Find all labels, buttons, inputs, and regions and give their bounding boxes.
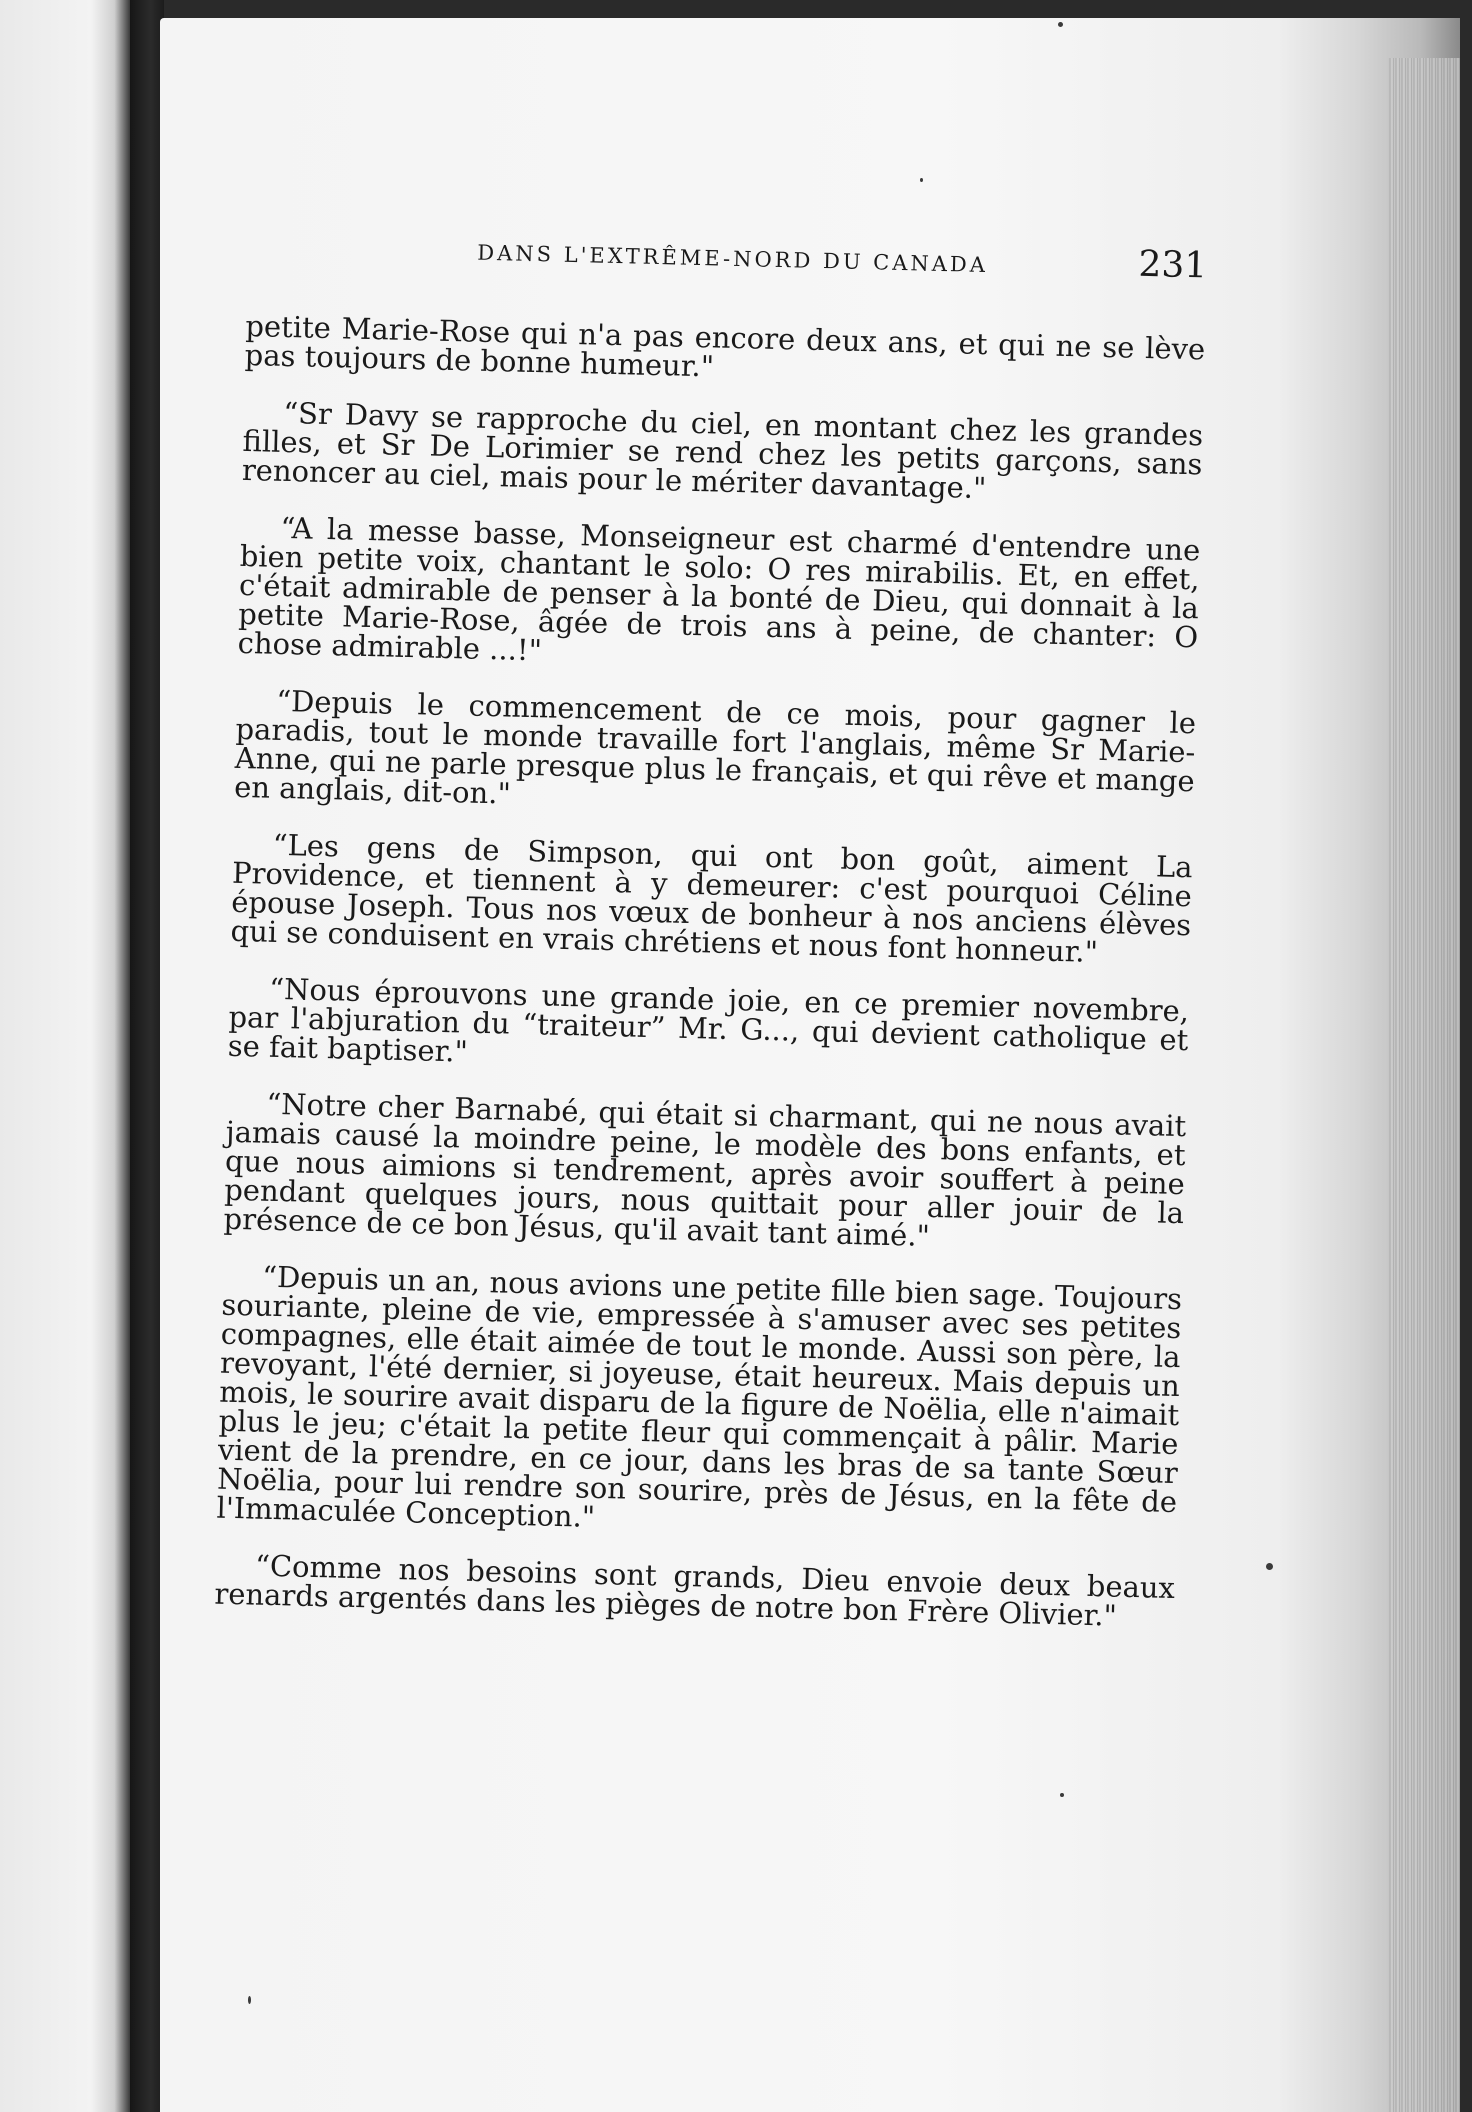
dust-speck [1058,22,1063,27]
page-number: 231 [1138,243,1208,287]
paragraph: “Les gens de Simpson, qui ont bon goût, aiment La Providence, et tiennent à y demeurer: c'est pourquoi Céline épouse Joseph. Tous nos vœux de bonheur à nos anciens élèves qui se conduisent en vrais chrétiens et nous font honneur." [230,827,1193,969]
dust-speck [920,178,923,182]
paragraph: “Depuis le commencement de ce mois, pour gagner le paradis, tout le monde travaille fort l'anglais, même Sr Marie-Anne, qui ne parle presque plus le français, et qui rêve et mange en anglais, dit-on." [233,683,1197,811]
paragraph: “Comme nos besoins sont grands, Dieu envoie deux beaux renards argentés dans les pièges de notre bon Frère Olivier." [214,1548,1176,1633]
paragraph: petite Marie-Rose qui n'a pas encore deux ans, et qui ne se lève pas toujours de bonne humeur." [244,308,1206,384]
running-head-title: DANS L'EXTRÊME-NORD DU CANADA [477,240,989,278]
paragraph: “Nous éprouvons une grande joie, en ce premier novembre, par l'abjuration du “traiteur” Mr. G..., qui devient catholique et se fait baptiser." [227,971,1190,1069]
dust-speck [1060,1793,1064,1797]
dust-speck [1266,1563,1273,1570]
left-page-edge [0,0,130,2112]
paragraph: “Depuis un an, nous avions une petite fille bien sage. Toujours souriante, pleine de vie, empressée à s'amuser avec ses petites compagnes, elle était aimée de tout le monde. Aussi son père, la revoyant, l'été dernier, si joyeuse, était heureux. Mais depuis un mois, le sourire avait disparu de la figure de Noëlia, elle n'aimait plus le jeu; c'était la petite fleur qui commençait à pâlir. Marie vient de la prendre, en ce jour, dans les bras de sa tante Sœur Noëlia, pour lui rendre son sourire, près de Jésus, en la fête de l'Immaculée Conception." [216,1259,1183,1534]
paragraph: “Notre cher Barnabé, qui était si charmant, qui ne nous avait jamais causé la moindre peine, le modèle des bons enfants, et que nous aimions si tendrement, après avoir souffert à peine pendant quelques jours, nous quittait pour aller jouir de la présence de ce bon Jésus, qu'il avait tant aimé." [223,1086,1187,1253]
paragraph: “A la messe basse, Monseigneur est charmé d'entendre une bien petite voix, chantant le solo: O res mirabilis. Et, en effet, c'était admirable de penser à la bonté de Dieu, qui donnait à la petite Marie-Rose, âgée de trois ans à peine, de chanter: O chose admirable ...!" [237,510,1201,668]
dust-speck [248,1996,251,2004]
book-gutter [130,0,164,2112]
page-text [213,222,1207,1660]
paragraph: “Sr Davy se rapproche du ciel, en montant chez les grandes filles, et Sr De Lorimier se rend chez les petits garçons, sans renoncer au ciel, mais pour le mériter davantage." [241,395,1204,506]
page-stack-edge [1388,58,1460,2112]
